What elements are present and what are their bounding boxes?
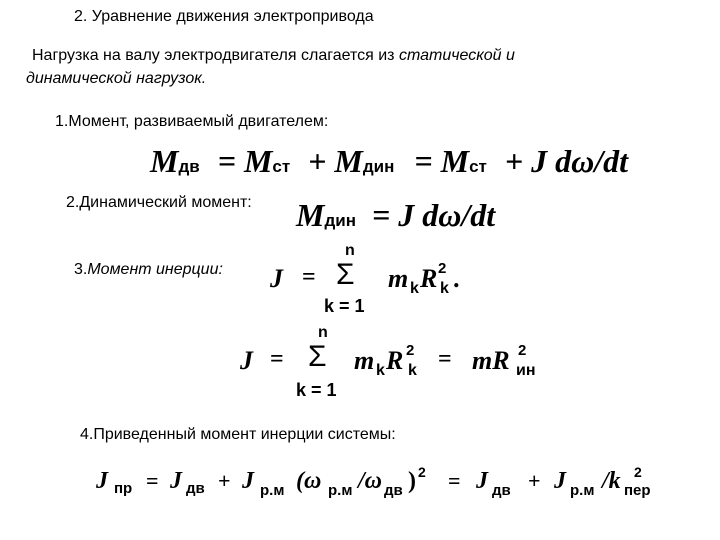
item-3-label: 3.Момент инерции: (74, 261, 223, 278)
intro-text: Нагрузка на валу электродвигателя слагается из (32, 47, 399, 64)
equation-inertia: J = n Σ k = 1 m k R 2 k . (270, 242, 461, 316)
intro-line-1 (32, 47, 515, 65)
item-4-label: 4.Приведенный момент инерции системы: (80, 426, 396, 443)
intro-line-2: динамической нагрузок. (26, 70, 207, 87)
intro-italic-text: статической и (398, 47, 515, 64)
equation-reduced-inertia: J пр = J дв + J р.м (ω р.м /ω дв ) 2 = J дв + J р.м /k 2 пер (96, 464, 651, 499)
equation-motor-torque: Mдв = Mст + Mдин = Mст + J dω/dt (150, 143, 628, 179)
item-2-label: 2.Динамический момент: (66, 194, 252, 211)
equation-inertia-total: J = n Σ k = 1 m k R 2 k = mR 2 ин (240, 324, 536, 400)
item-1-label: 1.Момент, развиваемый двигателем: (55, 113, 329, 130)
equation-dynamic-torque: Mдин = J dω/dt (296, 197, 496, 233)
section-heading: 2. Уравнение движения электропривода (74, 8, 374, 25)
